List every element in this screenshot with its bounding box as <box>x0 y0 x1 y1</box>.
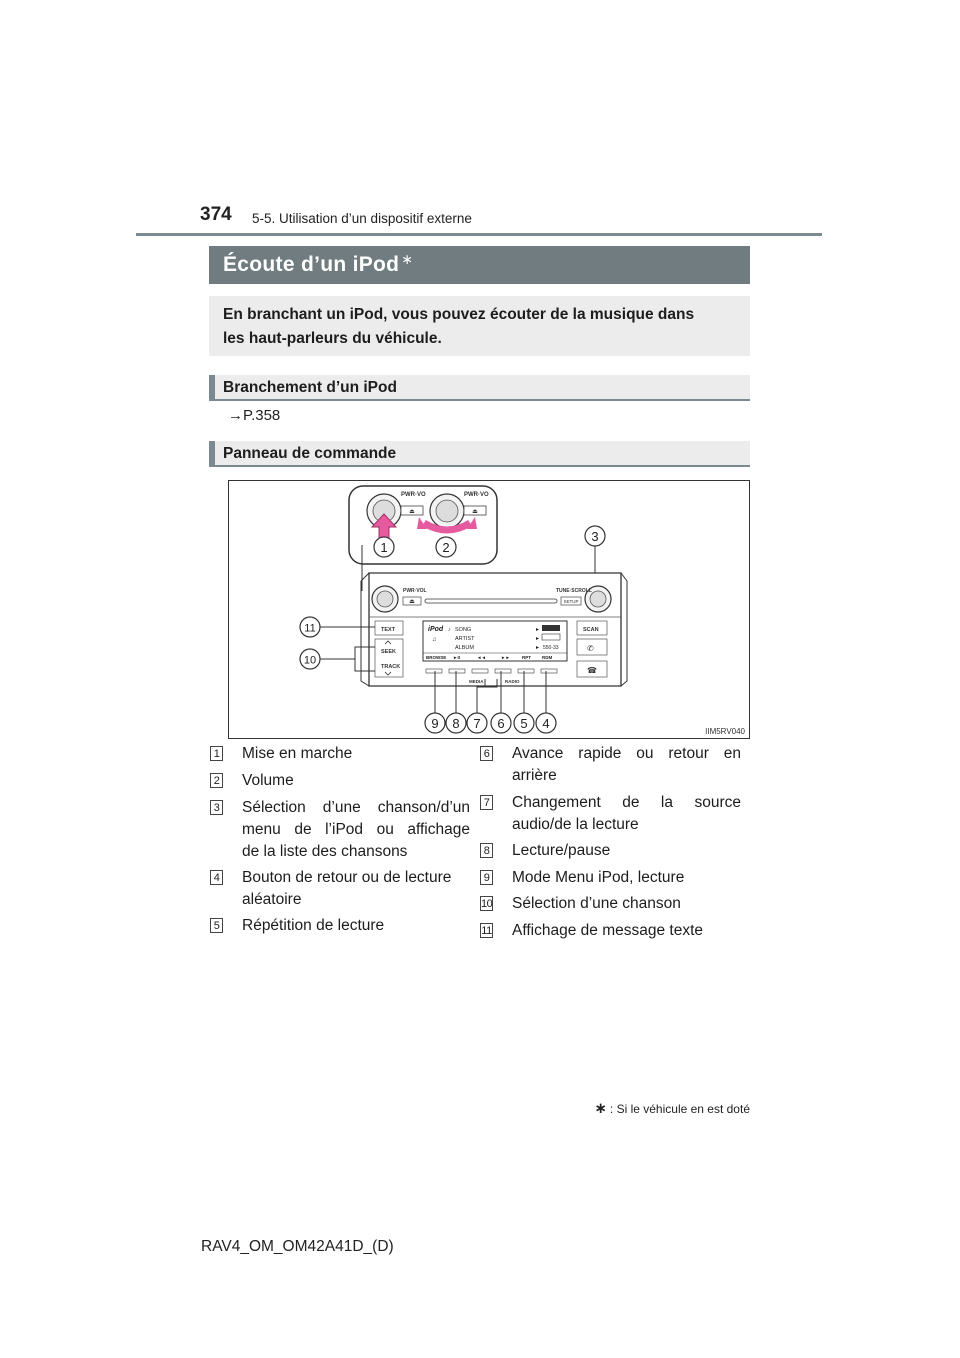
callout-7 <box>467 713 487 733</box>
svg-text:SETUP: SETUP <box>563 599 579 604</box>
svg-text:RDM: RDM <box>542 655 553 660</box>
svg-text:⏏: ⏏ <box>472 509 478 515</box>
subheading-connect-ipod: Branchement d’un iPod <box>209 375 750 401</box>
svg-text:ALBUM: ALBUM <box>455 645 474 651</box>
svg-text:⏏: ⏏ <box>409 599 415 605</box>
phone-answer-icon: ✆ <box>587 644 594 653</box>
inset-knob-label-2: PWR·VO <box>464 492 489 498</box>
phone-hangup-icon: ☎ <box>587 666 597 675</box>
page-title <box>209 246 750 284</box>
svg-text:SEEK: SEEK <box>381 649 396 655</box>
svg-text:7: 7 <box>473 716 481 731</box>
svg-text:1: 1 <box>380 540 388 555</box>
svg-text:5: 5 <box>520 716 528 731</box>
svg-text:ARTIST: ARTIST <box>455 636 475 642</box>
callout-8 <box>446 713 466 733</box>
svg-text:▸: ▸ <box>536 645 540 651</box>
document-code: RAV4_OM_OM42A41D_(D) <box>201 1238 394 1255</box>
svg-text:11: 11 <box>304 622 316 635</box>
tune-scroll-label: TUNE·SCROLL <box>556 588 592 594</box>
intro-box <box>209 296 750 356</box>
footnote <box>540 1099 750 1117</box>
softkey-button-play <box>449 669 465 673</box>
intro-line-2: les haut-parleurs du véhicule. <box>223 330 442 347</box>
page-title-text: Écoute d’un iPod <box>223 253 400 276</box>
svg-text:◄◄: ◄◄ <box>477 655 486 660</box>
callout-9 <box>425 713 445 733</box>
footnote-mark: ∗ <box>594 1100 607 1117</box>
callout-6 <box>491 713 511 733</box>
svg-text:SONG: SONG <box>455 627 472 633</box>
svg-text:►►: ►► <box>501 655 510 660</box>
cd-slot <box>425 599 557 603</box>
svg-text:4: 4 <box>542 716 550 731</box>
svg-text:9: 9 <box>431 716 439 731</box>
svg-text:►II: ►II <box>453 655 460 660</box>
inset-knob-label-1: PWR·VO <box>401 492 426 498</box>
svg-text:TRACK: TRACK <box>381 664 401 670</box>
softkey-button-rdm <box>541 669 557 673</box>
footnote-text: : Si le véhicule en est doté <box>609 1102 750 1116</box>
figure-code: IIM5RV040 <box>705 727 745 736</box>
svg-text:3: 3 <box>591 529 599 544</box>
subheading-control-panel: Panneau de commande <box>209 441 750 467</box>
callout-5 <box>514 713 534 733</box>
svg-text:6: 6 <box>497 716 505 731</box>
screen-ipod-label: iPod <box>428 626 444 633</box>
callout-4 <box>536 713 556 733</box>
callout-10 <box>300 649 320 669</box>
callout-11 <box>300 617 320 637</box>
callout-3 <box>585 526 605 546</box>
title-footnote-mark: ∗ <box>401 251 414 267</box>
softkey-button-browse <box>426 669 442 673</box>
svg-text:RPT: RPT <box>522 655 531 660</box>
svg-text:550-33: 550-33 <box>543 645 559 651</box>
header-rule <box>136 233 822 236</box>
control-panel-illustration <box>229 481 749 738</box>
svg-text:8: 8 <box>452 716 460 731</box>
svg-text:♪: ♪ <box>448 627 451 633</box>
page-number: 374 <box>200 204 232 225</box>
svg-text:TEXT: TEXT <box>381 627 396 633</box>
svg-text:▸: ▸ <box>536 627 540 633</box>
svg-text:▸: ▸ <box>536 636 540 642</box>
seek-track-button <box>375 639 403 677</box>
page-reference: →P.358 <box>228 407 281 424</box>
softkey-button-ff <box>495 669 511 673</box>
svg-text:⏏: ⏏ <box>409 509 415 515</box>
section-path: 5-5. Utilisation d’un dispositif externe <box>252 211 472 226</box>
softkey-button-rpt <box>518 669 534 673</box>
pwr-vol-label: PWR·VOL <box>403 588 427 594</box>
callout-2 <box>436 537 456 557</box>
intro-line-1: En branchant un iPod, vous pouvez écouter de la musique dans <box>223 306 695 323</box>
svg-text:2: 2 <box>442 540 450 555</box>
softkey-button-rew <box>472 669 488 673</box>
svg-text:♫: ♫ <box>432 637 437 643</box>
control-panel-figure <box>228 480 750 739</box>
radio-button-label: RADIO <box>505 679 520 684</box>
callout-1 <box>374 537 394 557</box>
svg-text:SCAN: SCAN <box>583 627 599 633</box>
svg-text:BROWSE: BROWSE <box>426 655 447 660</box>
media-button-label: MEDIA <box>469 679 484 684</box>
svg-text:10: 10 <box>303 654 317 667</box>
